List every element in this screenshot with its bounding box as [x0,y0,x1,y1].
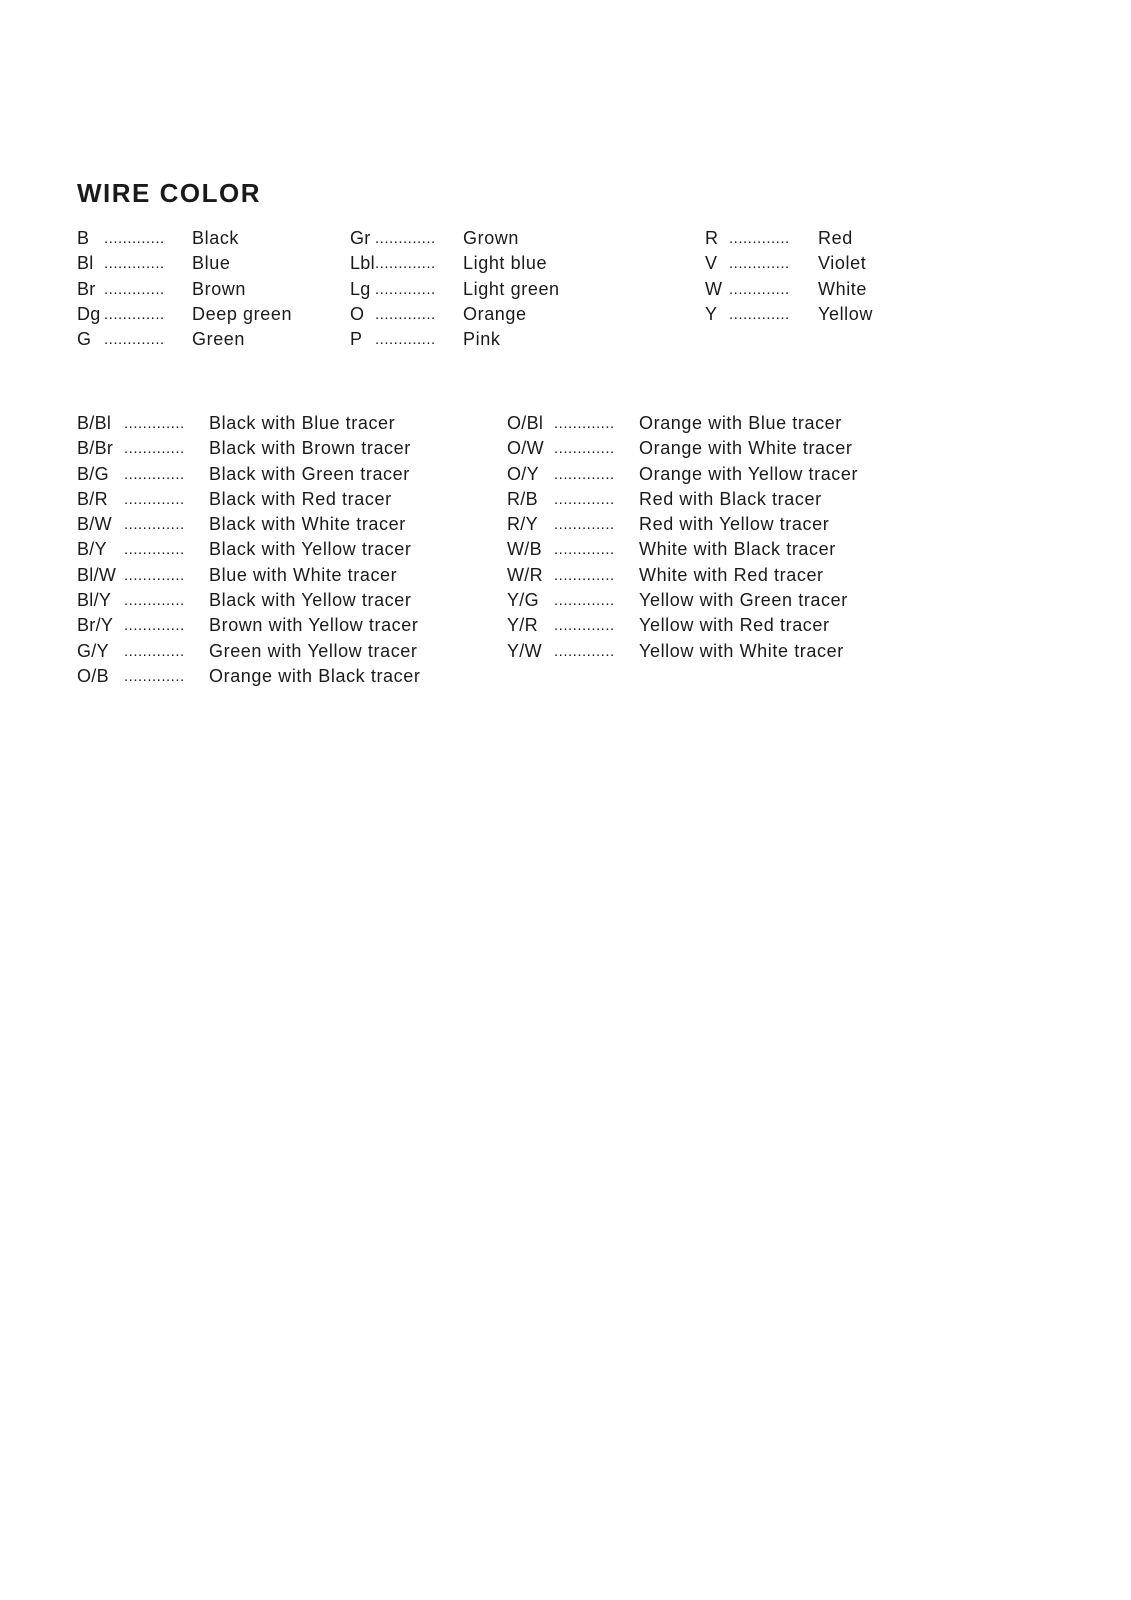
wire-color-row [77,487,487,512]
wire-color-name: Violet [818,253,867,274]
leader-dots: ............. [124,541,185,559]
wire-code: W [705,278,723,299]
wire-color-name: Pink [463,329,501,350]
wire-code: G/Y [77,640,109,661]
wire-code: Y [705,303,718,324]
wire-color-row [507,411,927,436]
wire-code: Lg [350,278,371,299]
wire-color-row [507,462,927,487]
wire-color-row [77,462,487,487]
wire-code: Y/R [507,615,538,636]
leader-dots: ............. [124,490,185,508]
leader-dots: ............. [124,440,185,458]
wire-color-name: Brown [192,278,247,299]
wire-color-name: Orange with Yellow tracer [639,463,859,484]
wire-color-name: Yellow with Green tracer [639,590,848,611]
wire-color-row [77,327,337,352]
leader-dots: ............. [375,280,436,298]
wire-color-name: Grown [463,228,520,248]
wire-code: B/W [77,514,112,535]
wire-color-name: Orange with Blue tracer [639,413,842,433]
leader-dots: ............. [554,440,615,458]
wire-color-row [507,487,927,512]
page-title: WIRE COLOR [77,178,261,208]
wire-color-row [705,226,965,251]
leader-dots: ............. [554,490,615,508]
wire-color-name: Yellow with White tracer [639,640,844,661]
wire-color-row [77,639,487,664]
wire-color-name: Yellow with Red tracer [639,615,830,636]
wire-code: O/W [507,438,544,459]
leader-dots: ............. [124,667,185,685]
wire-color-name: Black with Red tracer [209,488,392,509]
wire-color-name: Blue with White tracer [209,564,398,585]
wire-code: Bl/W [77,564,117,585]
leader-dots: ............. [554,592,615,610]
wire-color-row [77,512,487,537]
wire-color-row [507,613,927,638]
wire-code: Y/W [507,640,542,661]
wire-color-name: Blue [192,253,231,274]
wire-code: P [350,329,363,350]
wire-color-row [705,302,965,327]
wire-color-name: Black with Yellow tracer [209,590,412,611]
wire-code: B [77,228,90,248]
wire-code: R/B [507,488,538,509]
leader-dots: ............. [104,230,165,247]
wire-code: Gr [350,228,371,248]
leader-dots: ............. [124,566,185,584]
wire-code: B/R [77,488,108,509]
leader-dots: ............. [554,415,615,432]
leader-dots: ............. [104,331,165,349]
wire-color-name: Orange with White tracer [639,438,853,459]
basic-colors-column-3 [705,226,965,327]
wire-code: Bl/Y [77,590,112,611]
leader-dots: ............. [124,642,185,660]
wire-color-row [350,277,680,302]
leader-dots: ............. [554,541,615,559]
leader-dots: ............. [124,617,185,635]
leader-dots: ............. [729,255,790,273]
wire-color-name: Brown with Yellow tracer [209,615,419,636]
wire-color-row [350,302,680,327]
basic-colors-column-1 [77,226,337,352]
wire-color-name: Light green [463,278,560,299]
leader-dots: ............. [375,331,436,349]
wire-code: B/Br [77,438,114,459]
leader-dots: ............. [554,516,615,534]
wire-color-name: Black [192,228,240,248]
leader-dots: ............. [124,465,185,483]
leader-dots: ............. [124,516,185,534]
wire-code: O [350,303,365,324]
wire-color-row [507,563,927,588]
wire-color-name: Orange with Black tracer [209,665,421,686]
wire-color-name: Red with Yellow tracer [639,514,830,535]
wire-color-row [705,251,965,276]
wire-color-row [77,226,337,251]
leader-dots: ............. [554,566,615,584]
wire-color-name: White with Black tracer [639,539,836,560]
leader-dots: ............. [375,230,436,247]
wire-code: Br/Y [77,615,114,636]
wire-color-row [77,664,487,689]
wire-color-row [77,537,487,562]
wire-color-name: Black with White tracer [209,514,406,535]
wire-color-name: Green with Yellow tracer [209,640,418,661]
basic-colors-column-2 [350,226,680,352]
tracer-colors-column-1 [77,411,487,689]
leader-dots: ............. [554,465,615,483]
wire-color-name: White [818,278,868,299]
leader-dots: ............. [124,592,185,610]
leader-dots: ............. [104,305,165,323]
wire-code: O/Bl [507,413,544,433]
wire-color-row [77,411,487,436]
wire-color-row [507,436,927,461]
wire-color-row [350,226,680,251]
wire-color-row [350,327,680,352]
leader-dots: ............. [104,280,165,298]
wire-color-row [77,563,487,588]
wire-code: B/Bl [77,413,112,433]
leader-dots: ............. [375,305,436,323]
wire-color-row [705,277,965,302]
wire-code: O/B [77,665,109,686]
wire-code: W/B [507,539,542,560]
wire-color-name: Black with Brown tracer [209,438,411,459]
wire-color-name: Light blue [463,253,548,274]
tracer-colors-column-2 [507,411,927,664]
leader-dots: ............. [554,642,615,660]
wire-code: R/Y [507,514,538,535]
leader-dots: ............. [729,305,790,323]
wire-code: Br [77,278,96,299]
wire-color-row [77,436,487,461]
leader-dots: ............. [554,617,615,635]
wire-color-name: Black with Blue tracer [209,413,396,433]
wire-code: B/Y [77,539,107,560]
wire-color-name: Red with Black tracer [639,488,822,509]
wire-color-name: Green [192,329,246,350]
wire-color-row [77,277,337,302]
leader-dots: ............. [729,230,790,247]
wire-code: O/Y [507,463,539,484]
leader-dots: ............. [375,255,436,273]
wire-color-row [507,588,927,613]
wire-code: B/G [77,463,109,484]
wire-color-name: Red [818,228,853,248]
wire-color-name: Black with Green tracer [209,463,410,484]
wire-color-name: Deep green [192,303,293,324]
wire-color-row [507,537,927,562]
wire-code: Dg [77,303,101,324]
leader-dots: ............. [124,415,185,432]
wire-color-name: White with Red tracer [639,564,824,585]
wire-code: Y/G [507,590,539,611]
wire-color-row [350,251,680,276]
wire-code: Lbl [350,253,375,274]
leader-dots: ............. [729,280,790,298]
wire-code: W/R [507,564,543,585]
wire-color-row [77,588,487,613]
wire-color-row [77,251,337,276]
wire-color-name: Yellow [818,303,873,324]
wire-code: Bl [77,253,94,274]
wire-color-name: Black with Yellow tracer [209,539,412,560]
wire-code: V [705,253,718,274]
wire-code: R [705,228,719,248]
leader-dots: ............. [104,255,165,273]
wire-color-row [507,639,927,664]
wire-color-row [77,613,487,638]
wire-color-name: Orange [463,303,527,324]
wire-code: G [77,329,92,350]
wire-color-row [77,302,337,327]
wire-color-row [507,512,927,537]
